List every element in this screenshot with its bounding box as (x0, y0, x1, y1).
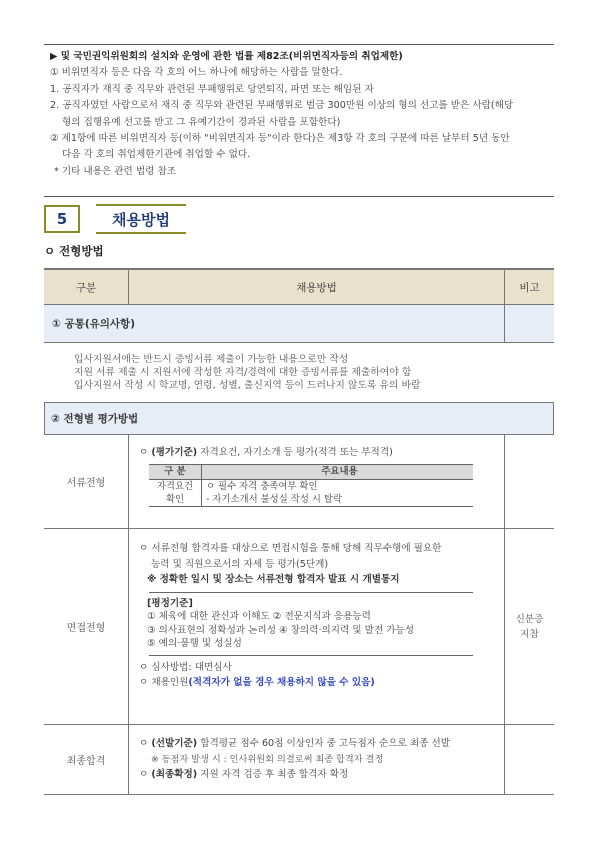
law-line: 다음 각 호의 취업제한기관에 취업할 수 없다. (62, 149, 251, 161)
desc-line: 능력 및 직원으로서의 자세 등 평가(5단계) (151, 558, 329, 570)
section-number: 5 (44, 205, 80, 233)
criteria-label: (평가기준) (151, 447, 198, 458)
desc-line: 서류전형 합격자를 대상으로 면접시험을 통해 당해 직무수행에 필요한 (151, 543, 442, 554)
stage-name: 면접전형 (66, 623, 106, 634)
bullet-icon: ㅇ (139, 447, 149, 458)
top-divider (44, 44, 554, 45)
remark-line: 신분증 (515, 613, 544, 625)
stage-remark (504, 725, 554, 794)
table-header-row (44, 268, 554, 305)
selection-text: 합격평균 점수 60점 이상인자 중 고득점자 순으로 최종 선발 (197, 738, 450, 749)
law-line: 2. 공직자였던 사람으로서 재직 중 직무와 관련된 부패행위로 벌금 300만원 이상의 형의 선고를 받은 사람(해당 (50, 100, 514, 112)
hire-prefix: 채용인원 (151, 677, 189, 688)
method-text: 심사방법: 대면심사 (151, 661, 232, 673)
bullet-icon: ㅇ (139, 738, 149, 749)
law-line: 형의 집행유예 선고를 받고 그 유예기간이 경과된 사람을 포함한다) (62, 116, 341, 128)
header-category: 구분 (75, 281, 97, 294)
hire-note: (적격자가 없을 경우 채용하지 않을 수 있음) (188, 677, 375, 688)
section-heading (44, 204, 186, 234)
law-note: * 기타 내용은 관련 법령 참조 (54, 165, 176, 177)
header-method: 채용방법 (128, 270, 504, 304)
inner-header-category: 구 분 (164, 465, 186, 477)
bullet-icon: ㅇ (139, 769, 149, 780)
hire-line (139, 675, 494, 691)
note-line: 입사지원서 작성 시 학교명, 연령, 성별, 출신지역 등이 드러나지 않도록 유의 바람 (74, 380, 421, 391)
section-title: 채용방법 (96, 204, 186, 234)
criteria-text: 자격요건, 자기소개 등 평가(적격 또는 부적격) (197, 447, 393, 458)
common-notes (44, 343, 554, 402)
divider (149, 655, 473, 656)
law-line: ① 비위면직자 등은 다음 각 호의 어느 하나에 해당하는 사람을 말한다. (50, 67, 343, 79)
interview-desc (139, 541, 494, 557)
law-line: 1. 공직자가 재직 중 직무와 관련된 부패행위로 당연퇴직, 파면 또는 해임된 자 (50, 83, 374, 95)
note-line: 입사지원서에는 반드시 증빙서류 제출이 가능한 내용으로만 작성 (74, 354, 349, 365)
stage-remark (504, 435, 554, 528)
criteria-line (139, 445, 494, 461)
inner-cell: 자격요건 (156, 480, 194, 492)
inner-criteria-table (149, 464, 473, 507)
rating-title: [평정기준] (147, 597, 193, 609)
inner-cell: - 자기소개서 불성실 작성 시 탈락 (206, 493, 343, 505)
common-row (44, 305, 554, 343)
law-line: ② 제1항에 따른 비위면직자 등(이하 "비위면직자 등"이라 한다)은 제3항 각 호의 구분에 따른 날부터 5년 동안 (50, 133, 510, 145)
method-line (139, 660, 494, 676)
confirm-label: (최종확정) (151, 769, 198, 780)
inner-row (149, 480, 473, 506)
divider (149, 592, 473, 593)
law-title: ▶ 및 국민권익위원회의 설치와 운영에 관한 법률 제82조(비위면직자등의 취업제한) (50, 51, 403, 62)
confirm-line (139, 767, 494, 783)
remark-line: 지참 (520, 628, 539, 640)
stage-content (128, 435, 504, 528)
table-row-document-screening (44, 435, 554, 529)
rating-line: ⑤ 예의·품행 및 성실성 (147, 638, 242, 649)
stage-name: 서류전형 (66, 478, 106, 489)
stage-name: 최종합격 (66, 756, 106, 767)
stage-evaluation-label: ② 전형별 평가방법 (44, 402, 554, 435)
subheading: ㅇ 전형방법 (44, 244, 104, 258)
header-remark: 비고 (504, 270, 554, 304)
confirm-text: 지원 자격 검증 후 최종 합격자 확정 (197, 769, 349, 780)
inner-cell: 확인 (165, 493, 185, 505)
common-label: ① 공통(유의사항) (52, 318, 136, 330)
table-row-interview (44, 529, 554, 725)
stage-content (128, 529, 504, 724)
table-row-final (44, 725, 554, 795)
tie-note: ※ 동점자 발생 시 : 인사위원회 의결로써 최종 합격자 결정 (151, 753, 384, 765)
inner-header-content: 주요내용 (201, 465, 473, 479)
inner-cell: ㅇ 필수 자격 충족여부 확인 (206, 480, 318, 492)
bottom-divider (44, 196, 554, 197)
bullet-icon: ㅇ (139, 677, 149, 688)
bullet-icon: ㅇ (139, 543, 149, 554)
common-remark (504, 305, 554, 342)
hiring-method-table (44, 268, 554, 795)
selection-label: (선발기준) (151, 738, 198, 749)
notice-line: ※ 정확한 일시 및 장소는 서류전형 합격자 발표 시 개별통지 (147, 574, 400, 585)
note-line: 지원 서류 제출 시 지원서에 작성한 자격/경력에 대한 증빙서류를 제출하여야 함 (74, 367, 412, 378)
law-excerpt (50, 49, 550, 180)
bullet-icon: ㅇ (139, 661, 149, 673)
rating-criteria (139, 597, 494, 651)
rating-line: ① 체육에 대한 관신과 이해도 ② 전문지식과 응용능력 (147, 611, 371, 622)
selection-line (139, 736, 494, 752)
rating-line: ③ 의사표현의 정확성과 논리성 ④ 창의력·의지력 및 발전 가능성 (147, 624, 415, 636)
stage-content (128, 725, 504, 794)
stage-remark (504, 529, 554, 724)
inner-header-row (149, 465, 473, 480)
